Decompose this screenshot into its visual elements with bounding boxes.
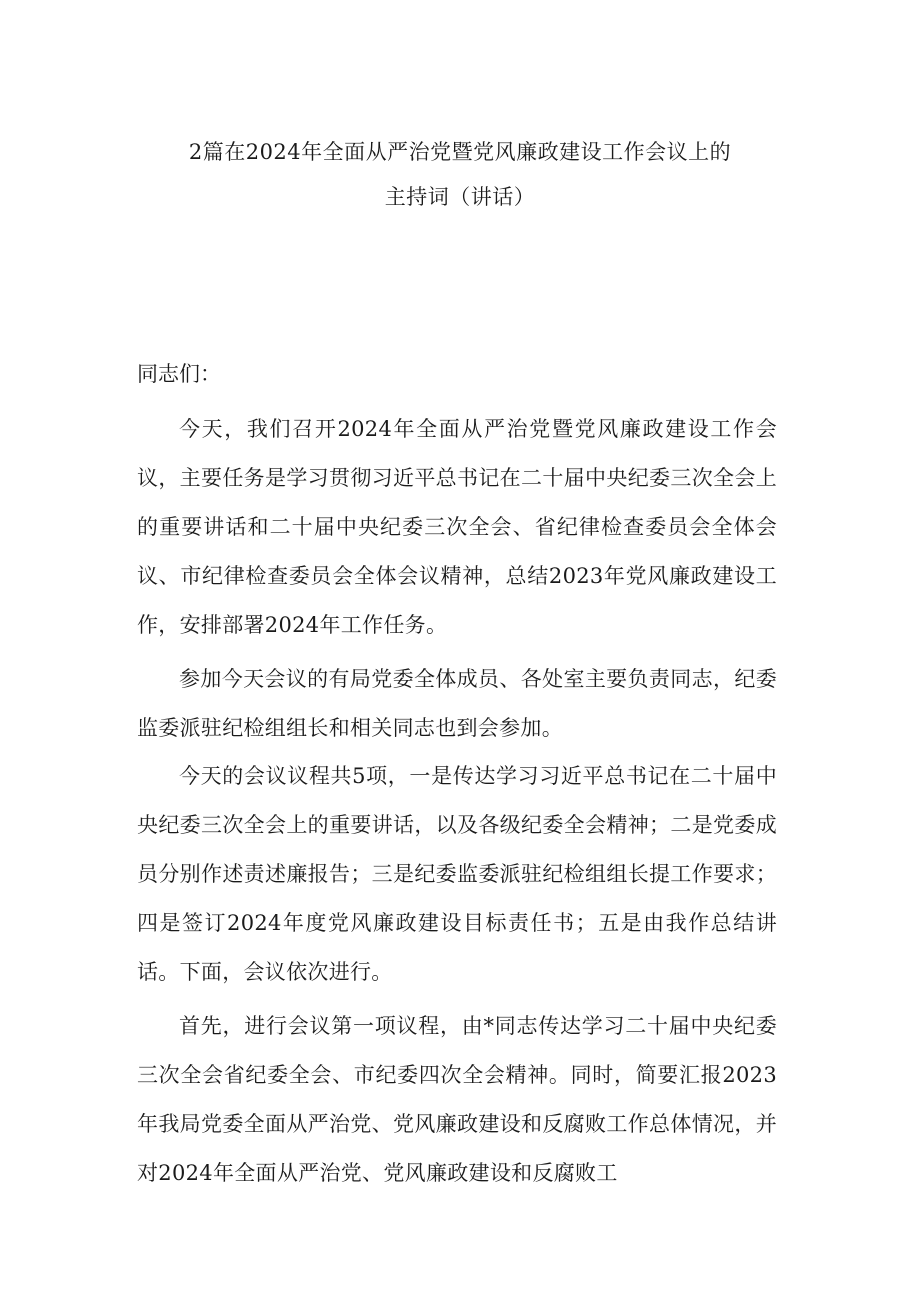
paragraph-first-item: 首先，进行会议第一项议程，由*同志传达学习二十届中央纪委三次全会省纪委全会、市纪委四次全会精神。同时，简要汇报2023年我局党委全面从严治党、党风廉政建设和反腐败工作总体情况，并对2024年全面从严治党、党风廉政建设和反腐败工 — [137, 1014, 777, 1185]
paragraph-meeting-purpose: 今天，我们召开2024年全面从严治党暨党风廉政建设工作会议，主要任务是学习贯彻习近平总书记在二十届中央纪委三次全会上的重要讲话和二十届中央纪委三次全会、省纪律检查委员会全体会议、市纪律检查委员会全体会议精神，总结2023年党风廉政建设工作，安排部署2024年工作任务。 — [137, 417, 777, 637]
salutation: 同志们： — [137, 362, 221, 386]
paragraph-agenda: 今天的会议议程共5项，一是传达学习习近平总书记在二十届中央纪委三次全会上的重要讲话，以及各级纪委全会精神；二是党委成员分别作述责述廉报告；三是纪委监委派驻纪检组组长提工作要求；四是签订2024年度党风廉政建设目标责任书；五是由我作总结讲话。下面，会议依次进行。 — [137, 764, 777, 984]
document-title-line-1: 2篇在2024年全面从严治党暨党风廉政建设工作会议上的 — [188, 140, 732, 164]
document-title-line-2: 主持词（讲话） — [384, 185, 536, 209]
paragraph-attendees: 参加今天会议的有局党委全体成员、各处室主要负责同志，纪委监委派驻纪检组组长和相关同志也到会参加。 — [137, 667, 777, 740]
